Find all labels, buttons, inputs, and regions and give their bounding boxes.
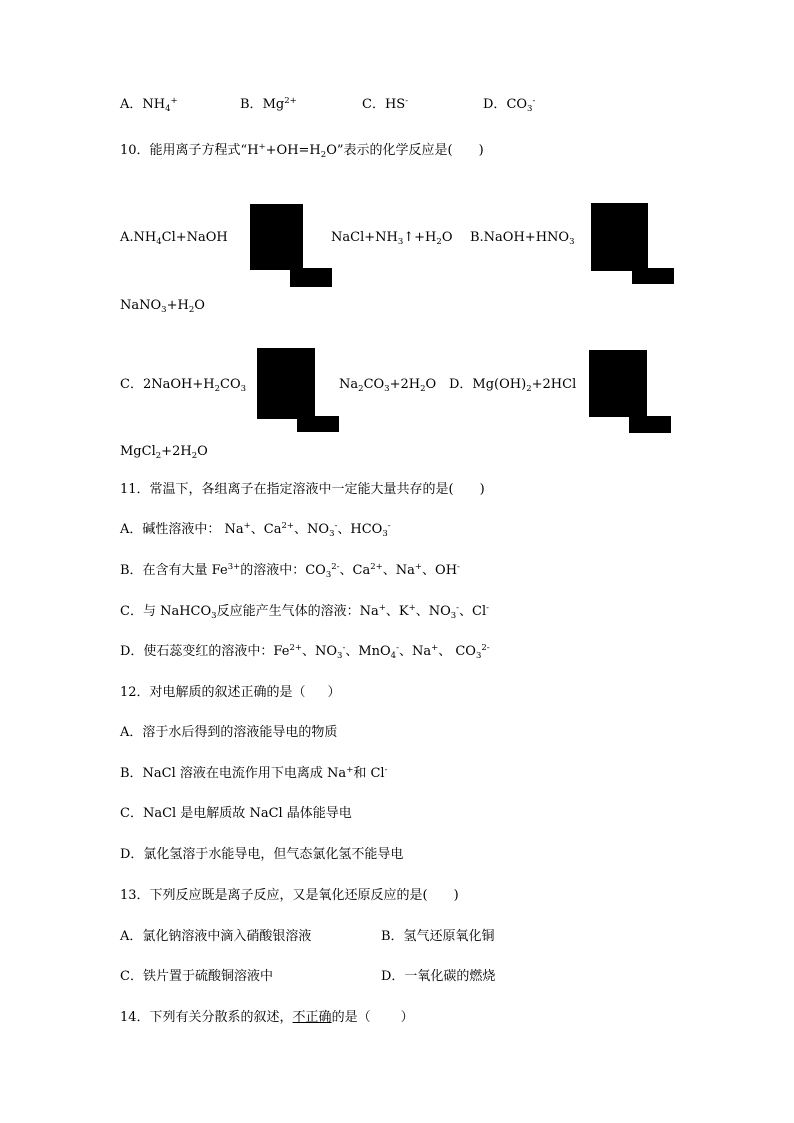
q9-option-d: D．$CO_3^-$ [483, 96, 536, 114]
q10-stem: 10．能用离子方程式“$H^++OH=H_2O$”表示的化学反应是( ) [120, 142, 484, 160]
q10-option-a-products: $NaCl+NH_3↑+H_2O$ [331, 230, 453, 247]
q10-option-b-products: $NaNO_3+H_2O$ [120, 298, 205, 315]
q10-option-c-products: $Na_2CO_3+2H_2O$ [339, 377, 437, 394]
q11-option-c: C．与 NaHCO$_3$反应能产生气体的溶液：Na+、K+、$NO_3^-$、Cl- [120, 603, 490, 621]
redaction-block [290, 268, 332, 287]
q10-option-d-reactants: D．$Mg(OH)_2+2HCl$ [449, 377, 577, 394]
q12-option-b: B．NaCl 溶液在电流作用下电离成 Na+和 Cl- [120, 765, 388, 781]
q13-stem: 13．下列反应既是离子反应，又是氧化还原反应的是( ) [120, 888, 459, 903]
q10-option-b-reactants: $B.NaOH+HNO_3$ [470, 230, 575, 247]
q9-option-b: B．$Mg^{2+}$ [240, 96, 297, 112]
q12-option-c: C．NaCl 是电解质故 NaCl 晶体能导电 [120, 806, 352, 821]
q12-stem: 12．对电解质的叙述正确的是（ ） [120, 685, 341, 700]
q10-option-a-reactants: $A.NH_4Cl+NaOH$ [120, 230, 228, 247]
q13-option-b: B．氢气还原氧化铜 [381, 929, 495, 944]
q14-stem: 14．下列有关分散系的叙述，不正确的是（ ） [120, 1010, 414, 1025]
q9-option-a: A．$NH_4^+$ [120, 96, 178, 114]
q10-option-d-products: $MgCl_2+2H_2O$ [120, 444, 208, 461]
redaction-block [297, 416, 339, 432]
q12-option-a: A．溶于水后得到的溶液能导电的物质 [120, 725, 338, 740]
q10-option-c-reactants: C．$2NaOH+H_2CO_3$ [120, 377, 247, 394]
q11-option-d: D．使石蕊变红的溶液中：$Fe^{2+}$、$NO_3^-$、MnO$_4$-、Na+、 $CO_3^{2-}$ [120, 643, 490, 661]
q11-option-b: B．在含有大量 $Fe^{3+}$的溶液中：$CO_3^{2-}$、$Ca^{2+}$、Na+、OH- [120, 562, 460, 580]
redaction-block [257, 348, 315, 419]
redaction-block [629, 416, 671, 433]
redaction-block [250, 204, 303, 270]
q12-option-d: D．氯化氢溶于水能导电，但气态氯化氢不能导电 [120, 847, 404, 862]
q14-underlined-word: 不正确 [292, 1010, 332, 1025]
q13-option-a: A．氯化钠溶液中滴入硝酸银溶液 [120, 929, 312, 944]
q13-option-c: C．铁片置于硫酸铜溶液中 [120, 969, 273, 984]
redaction-block [589, 350, 647, 417]
redaction-block [632, 268, 674, 284]
q11-stem: 11．常温下，各组离子在指定溶液中一定能大量共存的是( ) [120, 482, 485, 497]
q13-option-d: D．一氧化碳的燃烧 [381, 969, 496, 984]
q11-option-a: A．碱性溶液中： Na+、$Ca^{2+}$、$NO_3^-$、$HCO_3^-$ [120, 521, 391, 539]
redaction-block [591, 203, 648, 271]
q9-option-c: C．HS- [362, 96, 409, 112]
